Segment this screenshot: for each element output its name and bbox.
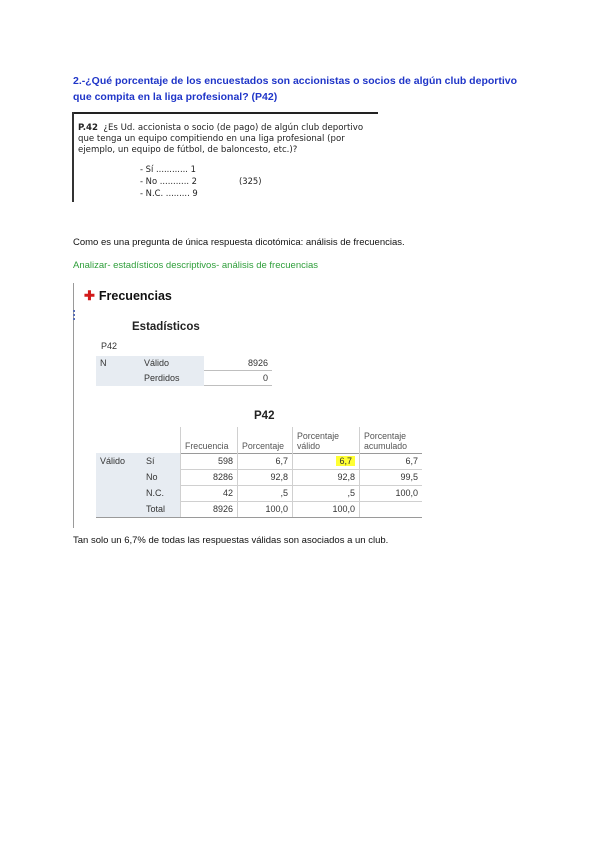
- stats-label: Perdidos: [140, 371, 204, 386]
- cell-valid-percent: 100,0: [293, 501, 360, 517]
- scan-option-no: - No ........... 2: [140, 176, 198, 186]
- highlighted-value: 6,7: [336, 456, 355, 466]
- frequencies-heading[interactable]: [84, 288, 172, 304]
- table-row: [96, 453, 422, 469]
- cell-valid-percent: ,5: [293, 485, 360, 501]
- cell-cumulative-percent: [360, 501, 423, 517]
- cell-frequency: 42: [181, 485, 238, 501]
- scan-option-si: - Sí ............ 1: [140, 164, 196, 174]
- header-percent: Porcentaje: [238, 427, 293, 453]
- scan-code: P.42: [78, 123, 98, 133]
- cell-valid-percent: 92,8: [293, 469, 360, 485]
- frequencies-heading-label: Frecuencias: [98, 289, 172, 303]
- row-group-label: Válido: [96, 453, 142, 469]
- menu-path: Analizar- estadísticos descriptivos- análisis de frecuencias: [73, 260, 318, 271]
- cell-frequency: 8926: [181, 501, 238, 517]
- cell-cumulative-percent: 6,7: [360, 453, 423, 469]
- stats-table: [96, 356, 272, 386]
- header-cumulative-percent: Porcentaje acumulado: [360, 427, 423, 453]
- question-title: 2.-¿Qué porcentaje de los encuestados son accionistas o socios de algún club deportivo que compita en la liga profesional? (P42): [73, 75, 518, 103]
- cell-frequency: 8286: [181, 469, 238, 485]
- table-row: [96, 371, 272, 386]
- analysis-note: Como es una pregunta de única respuesta dicotómica: análisis de frecuencias.: [73, 237, 405, 248]
- output-handle[interactable]: [73, 310, 76, 322]
- cell-percent: 92,8: [238, 469, 293, 485]
- stats-group: N: [96, 356, 140, 371]
- row-label: Sí: [142, 453, 181, 469]
- frequency-table-title: P42: [254, 410, 275, 422]
- table-row: [96, 501, 422, 517]
- stats-value: 0: [204, 371, 272, 386]
- questionnaire-scan: [72, 112, 378, 202]
- header-valid-percent: Porcentaje válido: [293, 427, 360, 453]
- cell-percent: ,5: [238, 485, 293, 501]
- stats-label: Válido: [140, 356, 204, 371]
- header-frequency: Frecuencia: [181, 427, 238, 453]
- scan-question-text: ¿Es Ud. accionista o socio (de pago) de algún club deportivo que tenga un equipo compitiendo en una liga profesional (por ejemplo, un equipo de fútbol, de baloncesto, etc.)?: [78, 123, 364, 155]
- cell-cumulative-percent: 99,5: [360, 469, 423, 485]
- stats-variable: P42: [101, 341, 118, 351]
- conclusion: Tan solo un 6,7% de todas las respuestas válidas son asociados a un club.: [73, 535, 389, 546]
- scan-question: [78, 123, 376, 156]
- row-label: Total: [142, 501, 181, 517]
- scan-left-border: [72, 112, 74, 202]
- frequency-table: [96, 427, 422, 518]
- table-row: [96, 356, 272, 371]
- scan-option-nc: - N.C. ......... 9: [140, 188, 198, 198]
- cell-frequency: 598: [181, 453, 238, 469]
- scan-count: (325): [239, 176, 262, 186]
- red-arrow-icon: ✚: [84, 288, 95, 303]
- cell-valid-percent: [293, 453, 360, 469]
- cell-cumulative-percent: 100,0: [360, 485, 423, 501]
- row-label: No: [142, 469, 181, 485]
- scan-top-border: [72, 112, 378, 114]
- stats-group: [96, 371, 140, 386]
- row-label: N.C.: [142, 485, 181, 501]
- stats-title: Estadísticos: [132, 321, 200, 333]
- cell-percent: 100,0: [238, 501, 293, 517]
- table-row: [96, 469, 422, 485]
- table-row: [96, 485, 422, 501]
- cell-percent: 6,7: [238, 453, 293, 469]
- stats-value: 8926: [204, 356, 272, 371]
- table-header-row: [96, 427, 422, 453]
